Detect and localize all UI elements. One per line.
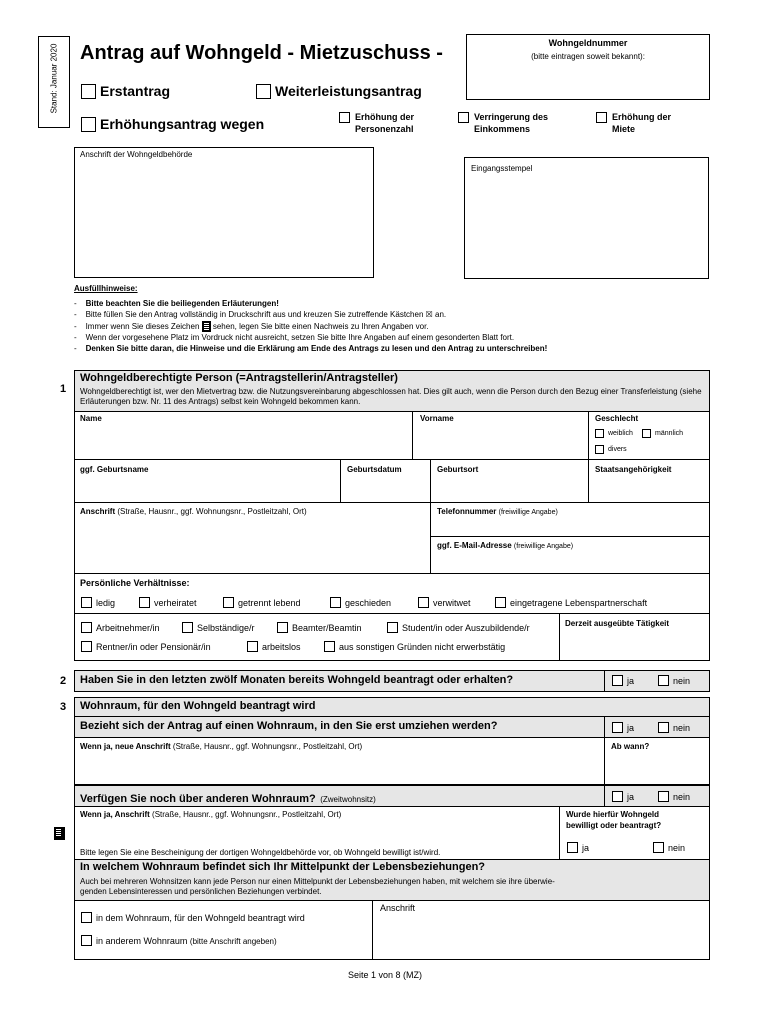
- section-3-q2-ja-label: ja: [627, 791, 635, 802]
- divers-checkbox[interactable]: [595, 445, 604, 454]
- mittelpunkt-opt2[interactable]: [81, 935, 277, 946]
- erstantrag-label: Erstantrag: [100, 83, 171, 99]
- verringerung-label-2: Einkommens: [474, 124, 531, 134]
- section-3-q1-nein-option[interactable]: [658, 722, 690, 733]
- section-1-desc: Wohngeldberechtigt ist, wer den Mietvertrag bzw. die Nutzungsvereinbarung abgeschlossen hat. Dies gilt auch, wenn die Person durch den Bezug einer Transferleistung (siehe Erläuterungen bzw. Nr. 11 des Antrags) selbst kein Wohngeld bekommen kann.: [80, 387, 702, 406]
- weiterleistung-label: Weiterleistungsantrag: [275, 83, 422, 99]
- arbeitnehmer-label: Arbeitnehmer/in: [96, 622, 160, 633]
- weiterleistung-checkbox[interactable]: [256, 84, 271, 99]
- wurde-bewilligt-label-1: Wurde hierfür Wohngeld: [566, 810, 660, 819]
- name-label: Name: [80, 414, 102, 423]
- lebenspartnerschaft-label: eingetragene Lebenspartnerschaft: [510, 597, 648, 608]
- section-3-q2-ja-checkbox[interactable]: [612, 791, 623, 802]
- neue-anschrift-label: Wenn ja, neue Anschrift (Straße, Hausnr., ggf. Wohnungsnr., Postleitzahl, Ort): [80, 742, 363, 751]
- erstantrag-option[interactable]: [81, 83, 170, 99]
- familienstand-getrennt[interactable]: [223, 597, 301, 608]
- familienstand-geschieden[interactable]: [330, 597, 391, 608]
- section-3-q2: Verfügen Sie noch über anderen Wohnraum? (Zweitwohnsitz): [80, 793, 376, 805]
- verwitwet-label: verwitwet: [433, 597, 471, 608]
- staatsangehoerigkeit-label: Staatsangehörigkeit: [595, 465, 672, 474]
- selbstaendig-label: Selbständige/r: [197, 622, 255, 633]
- anschrift-behoerde-field[interactable]: [74, 147, 374, 278]
- wohngeldnummer-hint: (bitte eintragen soweit bekannt):: [531, 52, 645, 61]
- section-3-q2-nein-option[interactable]: [658, 791, 690, 802]
- arbeitslos-label: arbeitslos: [262, 641, 301, 652]
- derzeit-taetigkeit-field[interactable]: [561, 632, 708, 660]
- mittelpunkt-opt1-label: in dem Wohnraum, für den Wohngeld beantragt wird: [96, 912, 305, 923]
- rentner-label: Rentner/in oder Pensionär/in: [96, 641, 211, 652]
- weiblich-option[interactable]: [595, 429, 633, 438]
- taetigkeit-sonstige[interactable]: [324, 641, 505, 652]
- arbeitslos-checkbox[interactable]: [247, 641, 258, 652]
- verwitwet-checkbox[interactable]: [418, 597, 429, 608]
- taetigkeit-arbeitslos[interactable]: [247, 641, 301, 652]
- rentner-checkbox[interactable]: [81, 641, 92, 652]
- zweitwohnsitz-anschrift-label: Wenn ja, Anschrift (Straße, Hausnr., ggf. Wohnungsnr., Postleitzahl, Ort): [80, 810, 342, 819]
- section-3-title: Wohnraum, für den Wohngeld beantragt wird: [80, 700, 316, 712]
- anschrift-behoerde-label: Anschrift der Wohngeldbehörde: [80, 150, 193, 159]
- erhoehungsantrag-checkbox[interactable]: [81, 117, 96, 132]
- section-3-q3-desc-1: Auch bei mehreren Wohnsitzen kann jede Person nur einen Mittelpunkt der Lebensbeziehungen haben, mit welchem sie ihre überwie-: [80, 877, 555, 886]
- hinweis-item: - Denken Sie bitte daran, die Hinweise und die Erklärung am Ende des Antrags zu lesen und den Antrag zu unterschreiben!: [74, 344, 548, 354]
- maennlich-option[interactable]: [642, 429, 683, 438]
- weiterleistung-option[interactable]: [256, 83, 422, 99]
- telefon-label: Telefonnummer (freiwillige Angabe): [437, 507, 558, 516]
- ledig-checkbox[interactable]: [81, 597, 92, 608]
- section-2-ja-option[interactable]: [612, 675, 634, 686]
- vorname-field[interactable]: [414, 424, 586, 458]
- weiblich-checkbox[interactable]: [595, 429, 604, 438]
- section-3-q1: Bezieht sich der Antrag auf einen Wohnraum, in den Sie erst umziehen werden?: [80, 720, 498, 732]
- erhoehung-personen-label-2: Personenzahl: [355, 124, 414, 134]
- geschieden-checkbox[interactable]: [330, 597, 341, 608]
- taetigkeit-beamter[interactable]: [277, 622, 362, 633]
- bewilligt-nein-option[interactable]: [653, 842, 685, 853]
- mittelpunkt-opt2-label: in anderem Wohnraum (bitte Anschrift angeben): [96, 935, 277, 946]
- maennlich-label: männlich: [655, 430, 684, 437]
- section-2-nein-label: nein: [673, 675, 691, 686]
- divers-label: divers: [608, 446, 627, 453]
- geburtsname-label: ggf. Geburtsname: [80, 465, 149, 474]
- name-field[interactable]: [76, 424, 410, 458]
- section-1-number: 1: [60, 383, 67, 395]
- hinweise-list: [74, 298, 714, 355]
- mittelpunkt-opt1-checkbox[interactable]: [81, 912, 92, 923]
- section-3-q2-ja-option[interactable]: [612, 791, 634, 802]
- taetigkeit-arbeitnehmer[interactable]: [81, 622, 160, 633]
- derzeit-taetigkeit-label: Derzeit ausgeübte Tätigkeit: [565, 619, 670, 628]
- familienstand-verwitwet[interactable]: [418, 597, 471, 608]
- section-3-q1-ja-checkbox[interactable]: [612, 722, 623, 733]
- section-2-ja-label: ja: [627, 675, 635, 686]
- ledig-label: ledig: [96, 597, 116, 608]
- bewilligt-nein-checkbox[interactable]: [653, 842, 664, 853]
- section-3-q3: In welchem Wohnraum befindet sich Ihr Mittelpunkt der Lebensbeziehungen?: [80, 861, 486, 873]
- mittelpunkt-anschrift-field[interactable]: [374, 914, 708, 958]
- verringerung-label-1: Verringerung des: [474, 112, 549, 122]
- hinweis-item: - Bitte beachten Sie die beiliegenden Erläuterungen!: [74, 299, 279, 308]
- student-label: Student/in oder Auszubildende/r: [402, 622, 530, 633]
- weiblich-label: weiblich: [608, 430, 633, 437]
- verheiratet-checkbox[interactable]: [139, 597, 150, 608]
- wurde-bewilligt-label-2: bewilligt oder beantragt?: [566, 821, 662, 830]
- section-3-q1-ja-label: ja: [627, 722, 635, 733]
- verheiratet-label: verheiratet: [154, 597, 197, 608]
- section-3-number: 3: [60, 701, 67, 713]
- section-2-ja-checkbox[interactable]: [612, 675, 623, 686]
- selbstaendig-checkbox[interactable]: [182, 622, 193, 633]
- stand-label: Stand: Januar 2020: [49, 43, 59, 114]
- email-field[interactable]: [432, 552, 708, 572]
- bewilligt-nein-label: nein: [668, 842, 686, 853]
- geburtsdatum-field[interactable]: [342, 476, 428, 502]
- section-3-q1-nein-checkbox[interactable]: [658, 722, 669, 733]
- geburtsort-field[interactable]: [432, 476, 586, 502]
- nachweis-margin-icon: [54, 827, 65, 840]
- section-3-q3-desc-2: genden Lebensinteressen und persönlichen Beziehungen verbindet.: [80, 887, 322, 896]
- erhoehung-miete-label-1: Erhöhung der: [612, 112, 671, 122]
- geburtsort-label: Geburtsort: [437, 465, 479, 474]
- familienstand-lebenspartnerschaft[interactable]: [495, 597, 647, 608]
- page-footer: Seite 1 von 8 (MZ): [347, 970, 423, 980]
- email-label: ggf. E-Mail-Adresse (freiwillige Angabe): [437, 541, 574, 550]
- hinweis-item: - Bitte füllen Sie den Antrag vollständig in Druckschrift aus und kreuzen Sie zutreffende Kästchen ☒ an.: [74, 310, 447, 320]
- ab-wann-field[interactable]: [606, 753, 708, 783]
- neue-anschrift-field[interactable]: [76, 753, 602, 783]
- bewilligt-ja-option[interactable]: [567, 842, 589, 853]
- page-title: Antrag auf Wohngeld - Mietzuschuss -: [80, 42, 443, 64]
- section-2-nein-checkbox[interactable]: [658, 675, 669, 686]
- hinweis-item: - Wenn der vorgesehene Platz im Vordruck nicht ausreicht, setzen Sie bitte Ihre Angaben auf einem gesonderten Blatt fort.: [74, 332, 515, 342]
- bewilligt-ja-checkbox[interactable]: [567, 842, 578, 853]
- wohngeldnummer-label: Wohngeldnummer: [548, 38, 628, 48]
- geschieden-label: geschieden: [345, 597, 392, 608]
- section-2-nein-option[interactable]: [658, 675, 690, 686]
- erhoehung-miete-checkbox[interactable]: [596, 112, 607, 123]
- verringerung-checkbox[interactable]: [458, 112, 469, 123]
- beamter-checkbox[interactable]: [277, 622, 288, 633]
- taetigkeit-student[interactable]: [387, 622, 530, 633]
- verhaeltnisse-label: Persönliche Verhältnisse:: [80, 578, 190, 588]
- lebenspartnerschaft-checkbox[interactable]: [495, 597, 506, 608]
- section-1-title: Wohngeldberechtigte Person (=Antragstellerin/Antragsteller): [80, 372, 398, 384]
- beamter-label: Beamter/Beamtin: [292, 622, 362, 633]
- sonstige-checkbox[interactable]: [324, 641, 335, 652]
- mittelpunkt-opt2-checkbox[interactable]: [81, 935, 92, 946]
- maennlich-checkbox[interactable]: [642, 429, 651, 438]
- ab-wann-label: Ab wann?: [611, 742, 650, 751]
- anschrift-field[interactable]: [76, 518, 428, 572]
- bescheinigung-note: Bitte legen Sie eine Bescheinigung der dortigen Wohngeldbehörde vor, ob Wohngeld bewilligt ist/wird.: [80, 848, 441, 857]
- familienstand-ledig[interactable]: [81, 597, 115, 608]
- geschlecht-label: Geschlecht: [595, 414, 639, 423]
- erhoehung-personen-label-1: Erhöhung der: [355, 112, 414, 122]
- familienstand-verheiratet[interactable]: [139, 597, 197, 608]
- section-3-q2-nein-label: nein: [673, 791, 691, 802]
- divers-option[interactable]: [595, 445, 627, 454]
- telefon-field[interactable]: [432, 518, 708, 535]
- getrennt-label: getrennt lebend: [238, 597, 301, 608]
- hinweis-item: - Immer wenn Sie dieses Zeichen sehen, legen Sie bitte einen Nachweis zu Ihren Angaben vor.: [74, 321, 429, 331]
- section-2-question: Haben Sie in den letzten zwölf Monaten bereits Wohngeld beantragt oder erhalten?: [80, 674, 514, 686]
- geburtsdatum-label: Geburtsdatum: [347, 465, 402, 474]
- zweitwohnsitz-anschrift-field[interactable]: [76, 821, 557, 845]
- anschrift-label: Anschrift (Straße, Hausnr., ggf. Wohnungsnr., Postleitzahl, Ort): [80, 507, 307, 516]
- getrennt-checkbox[interactable]: [223, 597, 234, 608]
- bewilligt-ja-label: ja: [582, 842, 590, 853]
- section-2-number: 2: [60, 675, 67, 687]
- erhoehung-miete-label-2: Miete: [612, 124, 636, 134]
- erhoehungsantrag-label: Erhöhungsantrag wegen: [100, 116, 265, 132]
- geburtsname-field[interactable]: [76, 476, 338, 502]
- taetigkeit-selbstaendig[interactable]: [182, 622, 255, 633]
- mittelpunkt-opt1[interactable]: [81, 912, 305, 923]
- section-3-q1-nein-label: nein: [673, 722, 691, 733]
- eingangsstempel-box: [464, 157, 709, 279]
- hinweise-title: Ausfüllhinweise:: [74, 284, 138, 293]
- section-3-q2-nein-checkbox[interactable]: [658, 791, 669, 802]
- erhoehung-personen-checkbox[interactable]: [339, 112, 350, 123]
- staatsangehoerigkeit-field[interactable]: [590, 476, 708, 502]
- nachweis-icon: [202, 321, 211, 332]
- eingangsstempel-label: Eingangsstempel: [471, 164, 533, 173]
- mittelpunkt-anschrift-label: Anschrift: [380, 903, 416, 913]
- vorname-label: Vorname: [420, 414, 454, 423]
- erhoehungsantrag-option[interactable]: [81, 116, 264, 132]
- sonstige-label: aus sonstigen Gründen nicht erwerbstätig: [339, 641, 506, 652]
- arbeitnehmer-checkbox[interactable]: [81, 622, 92, 633]
- student-checkbox[interactable]: [387, 622, 398, 633]
- section-3-q1-ja-option[interactable]: [612, 722, 634, 733]
- taetigkeit-rentner[interactable]: [81, 641, 211, 652]
- erstantrag-checkbox[interactable]: [81, 84, 96, 99]
